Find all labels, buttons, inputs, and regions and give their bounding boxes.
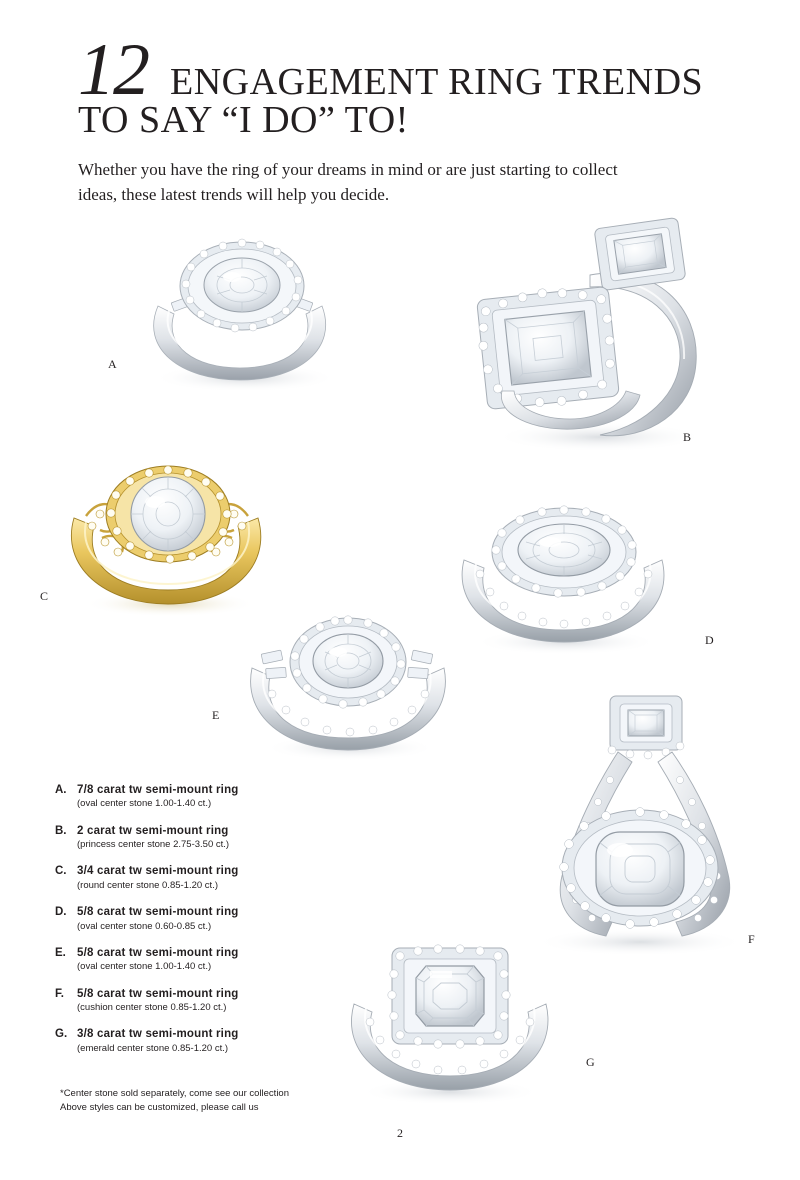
ring-image-b — [450, 215, 720, 455]
list-item — [55, 864, 355, 892]
ring-image-d — [440, 500, 690, 660]
ring-image-f — [500, 690, 770, 960]
caption-body — [77, 987, 355, 1015]
headline-line-1 — [78, 29, 728, 111]
caption-body — [77, 1027, 355, 1055]
caption-letter: D. — [55, 906, 67, 919]
caption-letter: B. — [55, 824, 67, 837]
caption-subtitle: (cushion center stone 0.85-1.20 ct.) — [77, 1001, 227, 1013]
list-item — [55, 783, 355, 811]
caption-body — [77, 905, 355, 933]
ring-label-e: E — [212, 708, 220, 722]
caption-title: 5/8 carat tw semi-mount ring — [77, 906, 239, 919]
ring-label-d: D — [705, 633, 715, 647]
ring-image-g — [330, 940, 570, 1110]
ring-label-g: G — [586, 1055, 596, 1069]
caption-body — [77, 864, 355, 892]
ring-label-b: B — [683, 430, 692, 444]
headline-title-line-2: TO SAY “I DO” TO! — [78, 99, 409, 141]
ring-image-e — [232, 606, 462, 766]
caption-body — [77, 824, 355, 852]
headline-title-line-1: ENGAGEMENT RING TRENDS — [170, 61, 704, 103]
list-item — [55, 824, 355, 852]
page-headline — [78, 29, 728, 142]
caption-letter: G. — [55, 1028, 68, 1041]
footnote — [60, 1087, 360, 1115]
caption-body — [77, 946, 355, 974]
ring-image-a — [110, 228, 370, 398]
footnote-line-1: *Center stone sold separately, come see our collection — [60, 1088, 290, 1099]
caption-subtitle: (oval center stone 1.00-1.40 ct.) — [77, 798, 212, 810]
caption-title: 5/8 carat tw semi-mount ring — [77, 946, 239, 959]
caption-letter: C. — [55, 865, 67, 878]
list-item — [55, 905, 355, 933]
caption-title: 2 carat tw semi-mount ring — [77, 824, 229, 837]
ring-label-f: F — [748, 932, 756, 946]
headline-number: 12 — [78, 29, 148, 111]
list-item — [55, 987, 355, 1015]
caption-letter: E. — [55, 946, 66, 959]
list-item — [55, 946, 355, 974]
page-subhead: Whether you have the ring of your dreams in mind or are just starting to collect ideas, these latest trends will help you decide. — [78, 160, 618, 204]
caption-subtitle: (oval center stone 0.60-0.85 ct.) — [77, 920, 212, 932]
page-number: 2 — [397, 1126, 403, 1140]
ring-label-c: C — [40, 589, 49, 603]
list-item — [55, 1027, 355, 1055]
caption-body — [77, 783, 355, 811]
ring-label-a: A — [108, 357, 118, 371]
ring-image-c — [52, 462, 282, 622]
caption-title: 3/8 carat tw semi-mount ring — [77, 1028, 239, 1041]
caption-title: 5/8 carat tw semi-mount ring — [77, 987, 239, 1000]
caption-subtitle: (round center stone 0.85-1.20 ct.) — [77, 879, 218, 891]
caption-title: 7/8 carat tw semi-mount ring — [77, 784, 239, 796]
caption-list — [55, 783, 355, 1068]
caption-subtitle: (oval center stone 1.00-1.40 ct.) — [77, 961, 212, 973]
footnote-line-2: Above styles can be customized, please call us — [60, 1101, 259, 1113]
caption-letter: F. — [55, 987, 64, 1000]
caption-subtitle: (emerald center stone 0.85-1.20 ct.) — [77, 1042, 229, 1054]
caption-letter: A. — [55, 784, 67, 796]
caption-subtitle: (princess center stone 2.75-3.50 ct.) — [77, 839, 230, 851]
caption-title: 3/4 carat tw semi-mount ring — [77, 865, 239, 878]
